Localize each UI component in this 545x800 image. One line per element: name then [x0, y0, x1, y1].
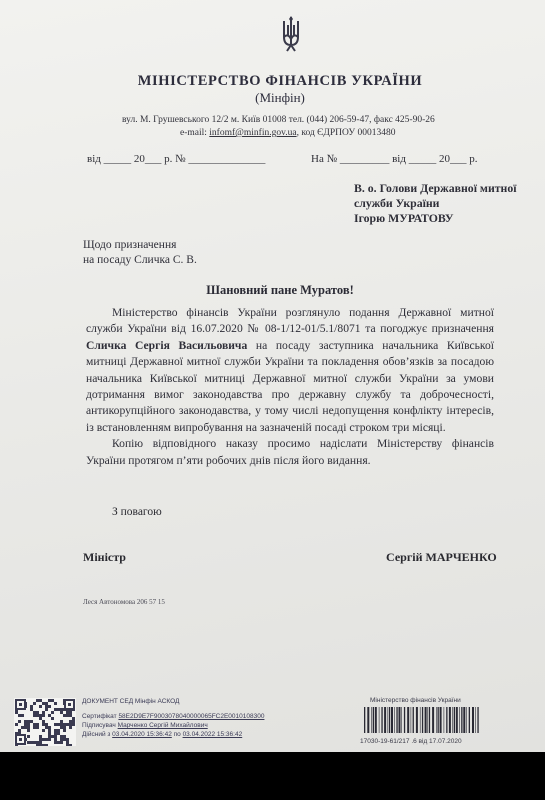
year-blank: ___ — [144, 153, 162, 165]
email-label: e-mail: — [180, 128, 210, 138]
addressee-line-1: В. о. Голови Державної митної — [354, 181, 517, 195]
from-label: від — [87, 153, 101, 165]
cert-value: 58E2D9E7F9003078040000065FC2E0010108300 — [118, 713, 265, 720]
executor-note: Леся Автономова 206 57 15 — [83, 598, 165, 606]
year-suffix: р. — [164, 153, 173, 165]
body-paragraph-1-start: Міністерство фінансів України розглянуло подання Державної митної служби України від 16.07.2020 № 08-1/12-01/5.1/8071 та погоджує призначення — [86, 306, 494, 336]
valid-prefix: Дійсний з — [82, 731, 113, 738]
valid-to: 03.04.2022 15:36:42 — [182, 731, 243, 738]
reply-year-prefix: 20 — [438, 153, 450, 165]
closing: З повагою — [112, 506, 162, 518]
address-line: вул. М. Грушевського 12/2 м. Київ 01008 тел. (044) 206-59-47, факс 425-90-26 — [122, 115, 435, 125]
contact-line — [180, 128, 395, 138]
reply-number-blank: _________ — [339, 153, 390, 165]
subject-line-1: Щодо призначення — [83, 239, 177, 251]
registration-number: 17030-19-61/217 .6 від 17.07.2020 — [360, 738, 462, 745]
body-paragraph-2: Копію відповідного наказу просимо надіслати Міністерству фінансів України протягом п’яти робочих днів після його видання. — [86, 437, 494, 467]
sed-certificate — [82, 713, 264, 720]
ministry-title: МІНІСТЕРСТВО ФІНАНСІВ УКРАЇНИ — [137, 73, 423, 89]
outgoing-reference — [87, 153, 265, 165]
signer-label: Підписувач — [82, 722, 118, 729]
reply-from-label: від — [392, 153, 406, 165]
incoming-reference — [311, 153, 477, 165]
qr-code-icon — [14, 698, 76, 746]
number-blank: ______________ — [188, 153, 266, 165]
barcode-icon — [362, 707, 482, 733]
number-label: № — [175, 153, 186, 165]
date-blank: _____ — [103, 153, 132, 165]
trident-emblem-icon — [280, 15, 302, 53]
signer-value: Марченко Сергій Михайлович — [117, 722, 208, 729]
salutation: Шановний пане Муратов! — [206, 283, 354, 297]
body-paragraph-1 — [86, 305, 494, 436]
reply-year-suffix: р. — [469, 153, 478, 165]
sed-signer — [82, 722, 208, 729]
edrpou-code: , код ЄДРПОУ 00013480 — [296, 128, 396, 138]
registration-title: Міністерство фінансів України — [370, 697, 461, 704]
addressee-line-2: служби України — [354, 196, 440, 210]
signatory-name: Сергій МАРЧЕНКО — [386, 550, 497, 564]
cert-label: Сертифікат — [82, 713, 119, 720]
body-paragraph-1-end: на посаду заступника начальника Київської митниці Державної митної служби України та покладення обов’язків за посадою начальника Київської митниці Державної митної служби України за умови дотримання вимог законодавства про державну службу та доброчесності, антикорупційного законодавства, у тому числі недопущення конфлікту інтересів, із встановленням випробування на зазначеній посаді строком три місяці. — [86, 338, 494, 434]
reply-number-label: На № — [311, 153, 338, 165]
appointee-name: Сличка Сергія Васильовича — [86, 338, 248, 352]
subject-line-2: на посаду Сличка С. В. — [83, 254, 197, 266]
year-prefix: 20 — [133, 153, 145, 165]
letter-body — [86, 305, 494, 469]
reply-date-blank: _____ — [408, 153, 437, 165]
email-link[interactable]: infomf@minfin.gov.ua — [209, 128, 297, 138]
valid-from: 03.04.2020 15:36:42 — [112, 731, 172, 738]
sed-validity — [82, 731, 242, 738]
ministry-short-name: (Мінфін) — [255, 90, 305, 105]
addressee-name: Ігорю МУРАТОВУ — [354, 211, 454, 225]
signatory-title: Міністр — [83, 550, 126, 564]
sed-heading: ДОКУМЕНТ СЕД Мінфін АСКОД — [82, 698, 180, 705]
valid-mid: по — [171, 731, 183, 738]
reply-year-blank: ___ — [449, 153, 467, 165]
